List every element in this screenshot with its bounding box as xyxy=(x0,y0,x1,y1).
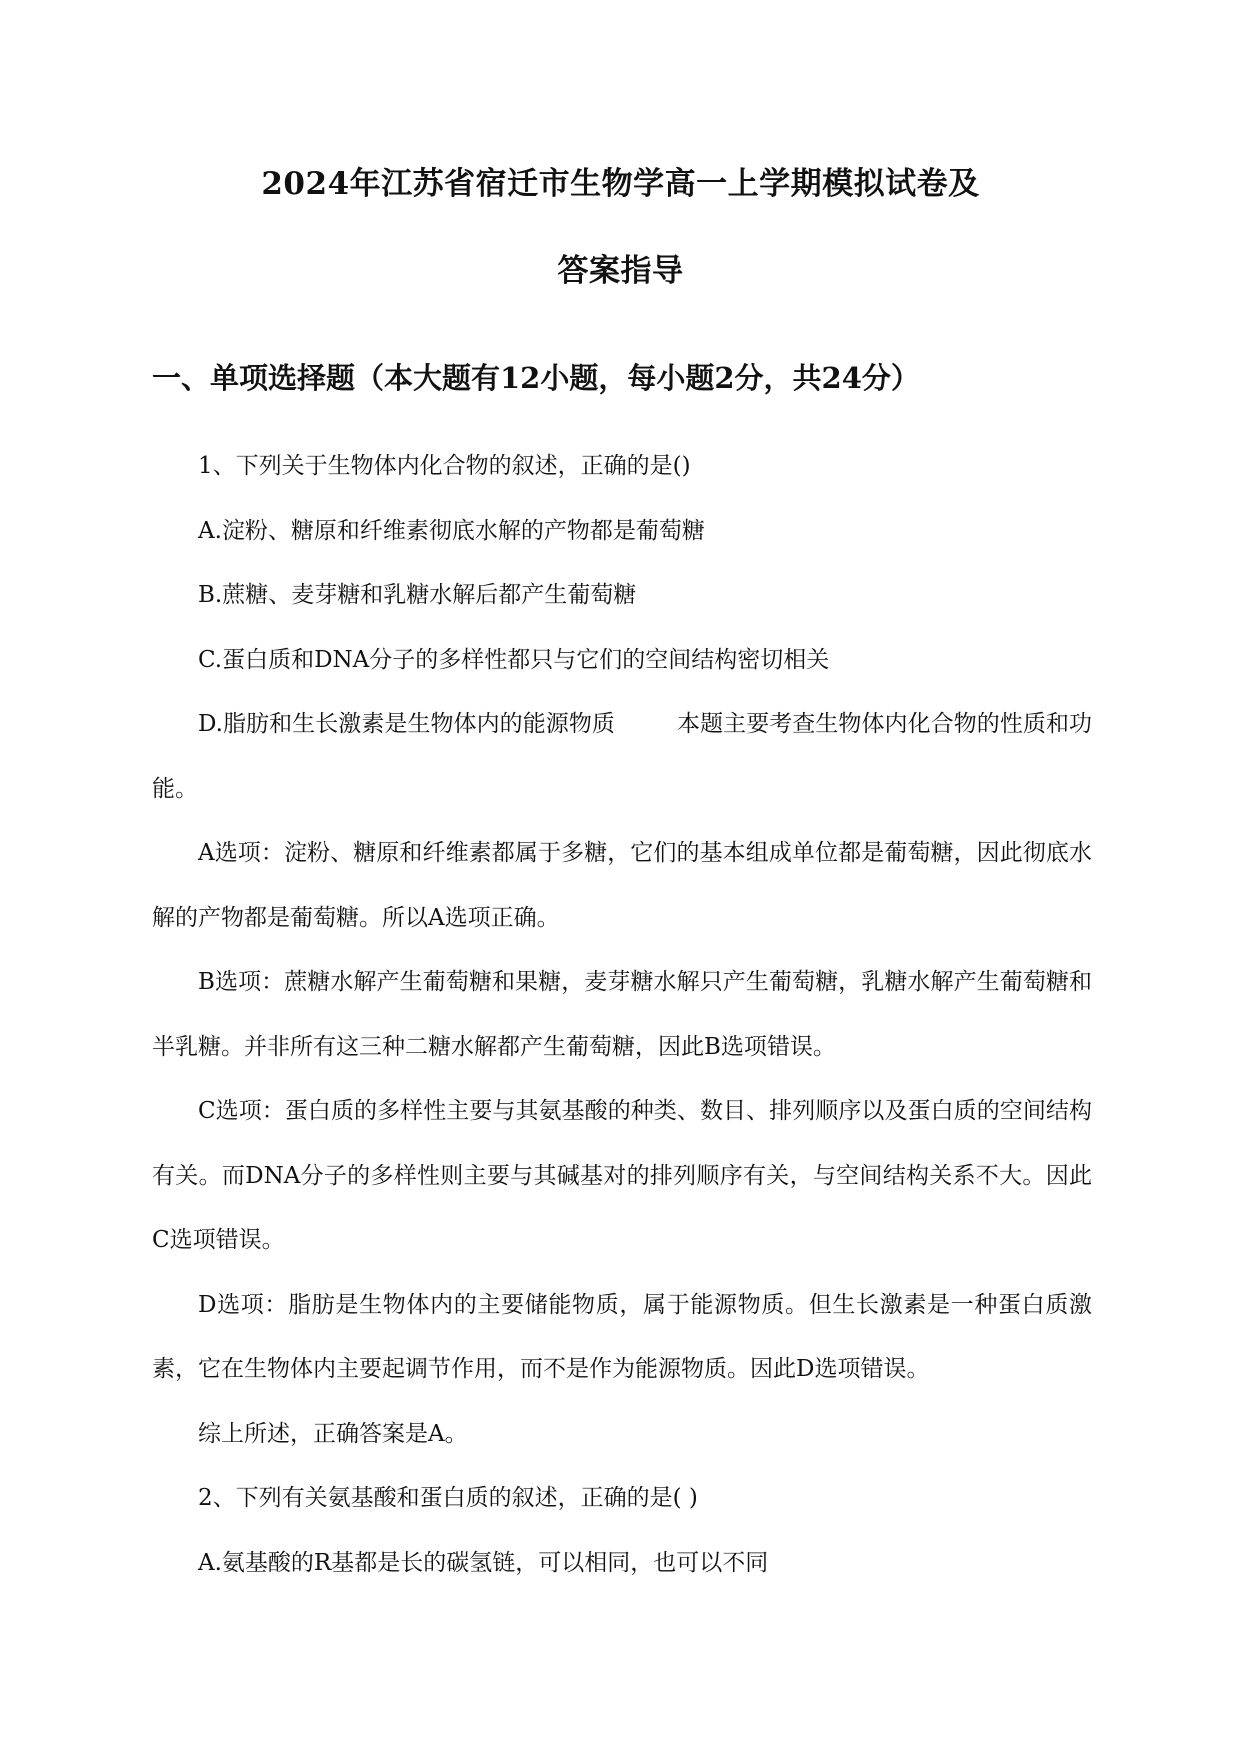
analysis-option-b: B选项：蔗糖水解产生葡萄糖和果糖，麦芽糖水解只产生葡萄糖，乳糖水解产生葡萄糖和半乳糖。并非所有这三种二糖水解都产生葡萄糖，因此B选项错误。 xyxy=(152,969,1092,1060)
analysis-option-a: A选项：淀粉、糖原和纤维素都属于多糖，它们的基本组成单位都是葡萄糖，因此彻底水解的产物都是葡萄糖。所以A选项正确。 xyxy=(152,840,1092,931)
analysis-intro: 本题主要考查生物体内化合物的性质和功能。 xyxy=(152,711,1093,802)
analysis-option-c: C选项：蛋白质的多样性主要与其氨基酸的种类、数目、排列顺序以及蛋白质的空间结构有关。而DNA分子的多样性则主要与其碱基对的排列顺序有关，与空间结构关系不大。因此C选项错误。 xyxy=(152,1098,1092,1253)
question-1-option-b: B.蔗糖、麦芽糖和乳糖水解后都产生葡萄糖 xyxy=(198,582,637,608)
question-1-stem: 1、下列关于生物体内化合物的叙述，正确的是() xyxy=(198,453,691,479)
question-1-option-d-paragraph xyxy=(152,692,1092,821)
analysis-option-d: D选项：脂肪是生物体内的主要储能物质，属于能源物质。但生长激素是一种蛋白质激素，它在生物体内主要起调节作用，而不是作为能源物质。因此D选项错误。 xyxy=(152,1291,1092,1382)
question-1-option-d: D.脂肪和生长激素是生物体内的能源物质 xyxy=(198,711,615,737)
document-title-line1: 2024年江苏省宿迁市生物学高一上学期模拟试卷及 xyxy=(261,166,980,202)
question-1-option-a: A.淀粉、糖原和纤维素彻底水解的产物都是葡萄糖 xyxy=(198,517,705,544)
document-title-line2: 答案指导 xyxy=(557,253,684,289)
analysis-conclusion: 综上所述，正确答案是A。 xyxy=(198,1420,468,1447)
question-2-option-a: A.氨基酸的R基都是长的碳氢链，可以相同，也可以不同 xyxy=(198,1549,769,1576)
document-body xyxy=(152,434,1092,1595)
question-2-stem: 2、下列有关氨基酸和蛋白质的叙述，正确的是( ) xyxy=(198,1485,698,1511)
question-1-option-c: C.蛋白质和DNA分子的多样性都只与它们的空间结构密切相关 xyxy=(198,646,830,673)
section-heading: 一、单项选择题（本大题有12小题，每小题2分，共24分） xyxy=(152,361,920,395)
